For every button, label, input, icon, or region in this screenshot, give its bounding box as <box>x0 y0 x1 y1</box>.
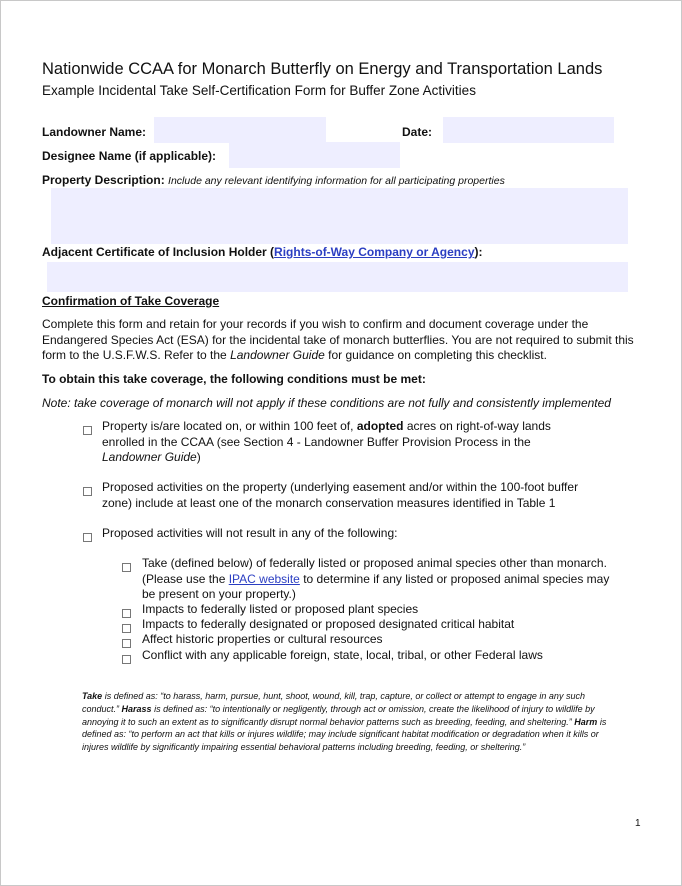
condition-1-part2: acres on right-of-way lands enrolled in the CCAA (see Section 4 - Landowner Buffer Provision Process in the <box>102 419 551 449</box>
take-definition: is defined as: “to harass, harm, pursue, hunt, shoot, wound, kill, trap, capture, or collect or attempt to engage in any such conduct.” <box>82 691 585 714</box>
landowner-label: Landowner Name: <box>42 125 147 139</box>
condition-3-checkbox[interactable] <box>83 529 92 547</box>
landowner-name-field[interactable] <box>154 117 326 143</box>
sub-condition-5-text: Conflict with any applicable foreign, state, local, tribal, or other Federal laws <box>142 648 543 662</box>
confirmation-intro-italic: Landowner Guide <box>230 348 325 362</box>
condition-2-text: Proposed activities on the property (underlying easement and/or within the 100-foot buffer zone) include at least one of the monarch conservation measures identified in Table 1 <box>102 480 579 510</box>
confirmation-heading: Confirmation of Take Coverage <box>42 294 220 308</box>
sub-condition-1-part2: to determine if any listed or proposed animal species may be present on your property.) <box>142 571 610 601</box>
sub-condition-5-checkbox[interactable] <box>122 651 131 669</box>
property-description-label <box>42 173 505 187</box>
date-field[interactable] <box>443 117 614 143</box>
take-term: Take <box>82 691 103 701</box>
checkbox-icon <box>83 533 92 542</box>
adjacent-holder-label-prefix: Adjacent Certificate of Inclusion Holder ( <box>42 245 275 259</box>
harm-term: Harm <box>574 716 598 727</box>
designee-label: Designee Name (if applicable): <box>42 149 217 163</box>
property-description-field[interactable] <box>51 188 628 244</box>
page-number: 1 <box>635 818 641 829</box>
confirmation-intro-part1: Complete this form and retain for your records if you wish to confirm and document coverage under the Endangered Species Act (ESA) for the incidental take of monarch butterflies. You are not required to submit this form to the U.S.F.W.S. Refer to the <box>42 317 634 362</box>
checkbox-icon <box>122 624 131 633</box>
condition-1-bold: adopted <box>356 419 404 433</box>
condition-1-part3: ) <box>196 450 201 464</box>
sub-condition-1-checkbox[interactable] <box>122 559 131 577</box>
confirmation-intro-part2: for guidance on completing this checklist. <box>324 348 547 362</box>
sub-condition-4-text: Affect historic properties or cultural resources <box>142 632 383 646</box>
checkbox-icon <box>122 563 131 572</box>
sub-condition-3-text: Impacts to federally designated or proposed designated critical habitat <box>142 617 515 631</box>
definitions-block <box>82 690 612 754</box>
condition-1-part1: Property is/are located on, or within 100 feet of, <box>102 419 357 433</box>
date-label: Date: <box>402 125 433 139</box>
checkbox-icon <box>122 609 131 618</box>
checkbox-icon <box>83 426 92 435</box>
checkbox-icon <box>122 655 131 664</box>
adjacent-holder-label <box>42 245 483 259</box>
condition-2-checkbox[interactable] <box>83 483 92 501</box>
sub-condition-1-text <box>142 556 617 603</box>
designee-name-field[interactable] <box>229 142 400 168</box>
sub-condition-2-text: Impacts to federally listed or proposed plant species <box>142 602 419 616</box>
harass-term: Harass <box>121 703 152 714</box>
condition-3-text: Proposed activities will not result in any of the following: <box>102 526 398 540</box>
confirmation-intro <box>42 317 642 364</box>
adjacent-holder-label-suffix: ): <box>474 245 483 259</box>
adjacent-holder-field[interactable] <box>47 262 628 292</box>
sub-condition-1-part1: Take (defined below) of federally listed or proposed animal species other than monarch. (Please use the <box>142 556 607 586</box>
ipac-website-link[interactable]: IPAC website <box>228 571 300 586</box>
checkbox-icon <box>122 639 131 648</box>
harass-definition: is defined as: “to intentionally or negligently, through act or omission, create the likelihood of injury to wildlife by annoying it to such an extent as to significantly disrupt normal behavior patterns such as breeding, feeding, and sheltering.” <box>82 703 595 727</box>
page-title: Nationwide CCAA for Monarch Butterfly on Energy and Transportation Lands <box>42 60 603 78</box>
conditions-note: Note: take coverage of monarch will not apply if these conditions are not fully and consistently implemented <box>42 396 611 410</box>
condition-1-text <box>102 419 572 466</box>
condition-1-italic: Landowner Guide <box>102 450 197 464</box>
rights-of-way-link[interactable]: Rights-of-Way Company or Agency <box>274 245 475 259</box>
condition-1-checkbox[interactable] <box>83 422 92 440</box>
property-description-label-text: Property Description: <box>42 173 165 187</box>
harm-definition: is defined as: “to perform an act that kills or injures wildlife; may include significant habitat modification or degradation when it kills or injures wildlife by significantly impairing essential behavioral patterns including breeding, feeding, or sheltering.” <box>82 716 607 753</box>
page-subtitle: Example Incidental Take Self-Certification Form for Buffer Zone Activities <box>42 83 476 98</box>
checkbox-icon <box>83 487 92 496</box>
property-description-hint: Include any relevant identifying information for all participating properties <box>168 175 505 187</box>
conditions-heading: To obtain this take coverage, the following conditions must be met: <box>42 372 426 386</box>
